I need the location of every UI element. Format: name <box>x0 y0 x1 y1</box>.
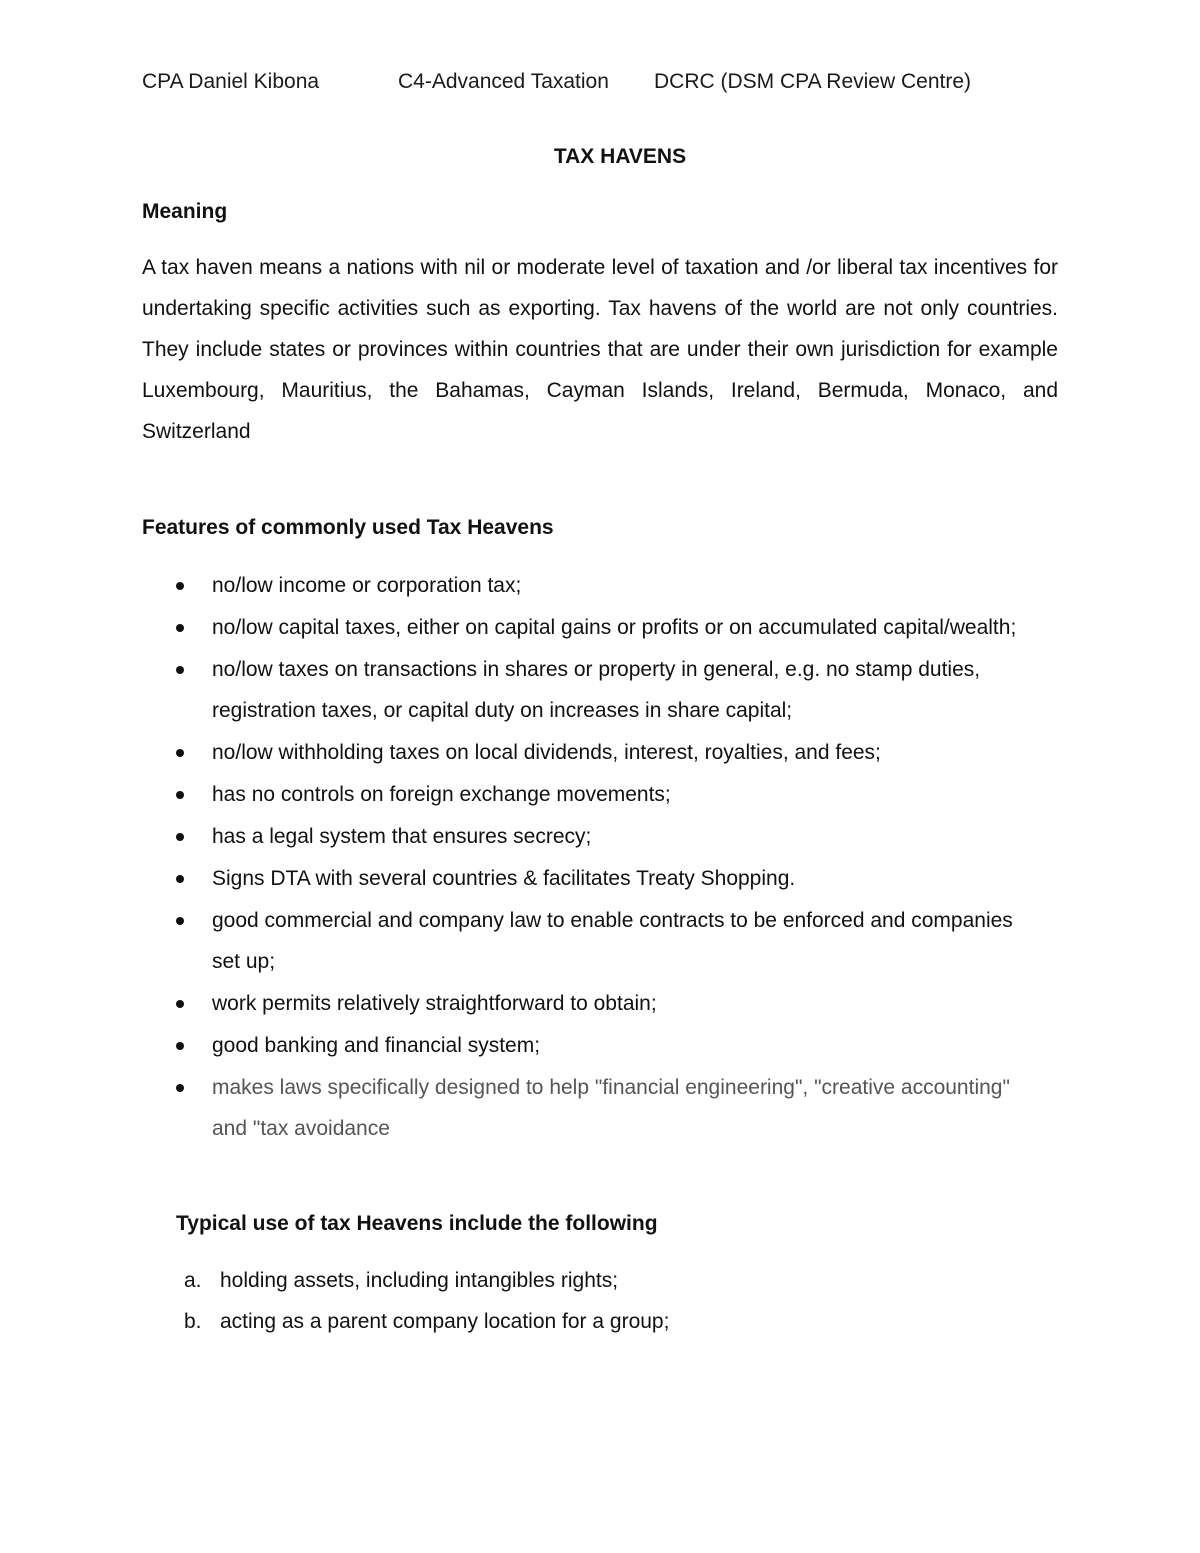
list-item <box>142 983 1042 1024</box>
bullet-icon <box>176 749 184 757</box>
features-list <box>142 565 1042 1150</box>
bullet-icon <box>176 833 184 841</box>
bullet-icon <box>176 624 184 632</box>
list-item-text: has no controls on foreign exchange movements; <box>212 783 671 806</box>
bullet-icon <box>176 1042 184 1050</box>
list-item-text: work permits relatively straightforward to obtain; <box>212 992 657 1015</box>
meaning-heading: Meaning <box>142 200 228 223</box>
list-item <box>142 858 1042 899</box>
list-item <box>142 900 1042 982</box>
list-item <box>142 774 1042 815</box>
list-item <box>142 607 1042 648</box>
header-course: C4-Advanced Taxation <box>398 70 609 93</box>
list-item-text: acting as a parent company location for a group; <box>220 1310 670 1333</box>
bullet-icon <box>176 917 184 925</box>
list-item-text: no/low capital taxes, either on capital gains or profits or on accumulated capital/wealth; <box>212 616 1017 639</box>
bullet-icon <box>176 666 184 674</box>
list-item <box>142 1260 1042 1301</box>
typical-use-list <box>142 1260 1042 1342</box>
bullet-icon <box>176 1084 184 1092</box>
list-item <box>142 1067 1042 1149</box>
bullet-icon <box>176 1000 184 1008</box>
list-item <box>142 732 1042 773</box>
bullet-icon <box>176 791 184 799</box>
list-item-text: Signs DTA with several countries & facilitates Treaty Shopping. <box>212 867 796 890</box>
list-item <box>142 816 1042 857</box>
list-marker: a. <box>184 1269 202 1292</box>
list-marker: b. <box>184 1310 202 1333</box>
list-item-text: good commercial and company law to enable contracts to be enforced and companies set up; <box>212 909 1013 973</box>
list-item-text: holding assets, including intangibles rights; <box>220 1269 619 1292</box>
list-item <box>142 649 1042 731</box>
meaning-paragraph: A tax haven means a nations with nil or moderate level of taxation and /or liberal tax incentives for undertaking specific activities such as exporting. Tax havens of the world are not only countries. They include states or provinces within countries that are under their own jurisdiction for example Luxembourg, Mauritius, the Bahamas, Cayman Islands, Ireland, Bermuda, Monaco, and Switzerland <box>142 256 1058 443</box>
list-item-text: no/low income or corporation tax; <box>212 574 522 597</box>
typical-use-heading: Typical use of tax Heavens include the following <box>176 1212 658 1235</box>
list-item <box>142 1025 1042 1066</box>
page-title: TAX HAVENS <box>553 145 687 168</box>
list-item-text: makes laws specifically designed to help "financial engineering", "creative accounting" and "tax avoidance <box>212 1076 1010 1140</box>
features-heading: Features of commonly used Tax Heavens <box>142 516 554 539</box>
list-item-text: no/low taxes on transactions in shares or property in general, e.g. no stamp duties, registration taxes, or capital duty on increases in share capital; <box>212 658 981 722</box>
list-item-text: good banking and financial system; <box>212 1034 541 1057</box>
bullet-icon <box>176 875 184 883</box>
list-item-text: no/low withholding taxes on local dividends, interest, royalties, and fees; <box>212 741 881 764</box>
list-item-text: has a legal system that ensures secrecy; <box>212 825 592 848</box>
header-author: CPA Daniel Kibona <box>142 70 320 93</box>
header-centre: DCRC (DSM CPA Review Centre) <box>654 70 971 93</box>
bullet-icon <box>176 582 184 590</box>
list-item <box>142 565 1042 606</box>
list-item <box>142 1301 1042 1342</box>
